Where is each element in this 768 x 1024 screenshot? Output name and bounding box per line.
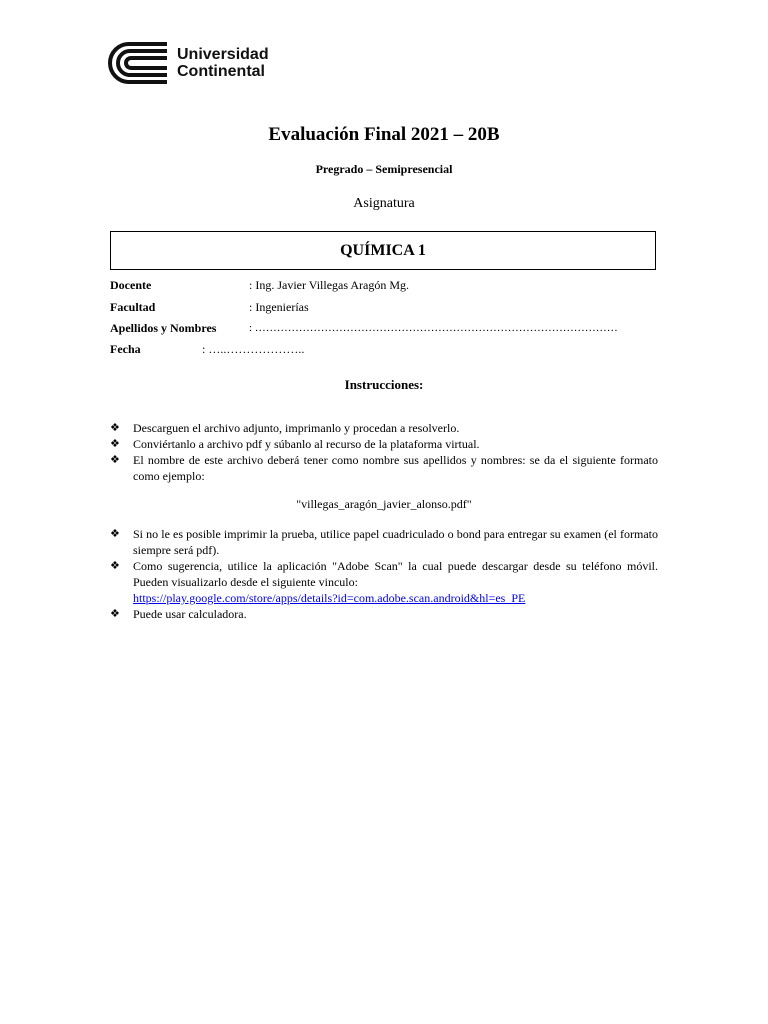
- course-box: QUÍMICA 1: [110, 231, 656, 270]
- list-item-text: Como sugerencia, utilice la aplicación "Adobe Scan" la cual puede descargar desde su teléfono móvil. Pueden visualizarlo desde el siguiente vinculo:: [133, 559, 658, 589]
- list-item: [110, 526, 658, 558]
- list-item-text: Si no le es posible imprimir la prueba, utilice papel cuadriculado o bond para entregar su examen (el formato siempre será pdf).: [133, 527, 658, 557]
- list-item-text: Descarguen el archivo adjunto, imprimanlo y procedan a resolverlo.: [133, 421, 460, 435]
- diamond-bullet-icon: ❖: [110, 560, 120, 572]
- fecha-row: [110, 341, 305, 357]
- list-item: [110, 452, 658, 484]
- instructions-title: Instrucciones:: [344, 377, 424, 392]
- list-item-text: Conviértanlo a archivo pdf y súbanlo al recurso de la plataforma virtual.: [133, 437, 480, 451]
- list-item: [110, 436, 658, 452]
- logo-line-2: Continental: [177, 63, 265, 80]
- list-item: [110, 558, 658, 606]
- logo-line-1: Universidad: [177, 46, 269, 63]
- logo-text: [177, 46, 269, 80]
- page-title: Evaluación Final 2021 – 20B: [268, 124, 500, 145]
- instructions-list-a: [110, 420, 658, 484]
- diamond-bullet-icon: ❖: [110, 422, 120, 434]
- instructions-list-b: [110, 526, 658, 622]
- docente-row: [110, 277, 410, 293]
- list-item: [110, 606, 658, 622]
- university-logo: [107, 40, 269, 86]
- apellidos-label: Apellidos y Nombres: [110, 321, 217, 335]
- diamond-bullet-icon: ❖: [110, 608, 120, 620]
- apellidos-row: [110, 320, 618, 336]
- list-item-text: El nombre de este archivo deberá tener como nombre sus apellidos y nombres: se da el siguiente formato como ejemplo:: [133, 453, 658, 483]
- asignatura-label: Asignatura: [353, 196, 415, 211]
- facultad-row: [110, 299, 309, 315]
- fecha-value: : …..………………..: [202, 342, 305, 356]
- facultad-label: Facultad: [110, 300, 156, 314]
- adobe-scan-link[interactable]: https://play.google.com/store/apps/details?id=com.adobe.scan.android&hl=es_PE: [133, 591, 526, 605]
- filename-example: "villegas_aragón_javier_alonso.pdf": [296, 497, 472, 511]
- fecha-label: Fecha: [110, 342, 141, 356]
- logo-mark-icon: [107, 40, 169, 86]
- facultad-value: : Ingenierías: [249, 300, 309, 314]
- docente-value: : Ing. Javier Villegas Aragón Mg.: [249, 278, 410, 292]
- list-item: [110, 420, 658, 436]
- diamond-bullet-icon: ❖: [110, 438, 120, 450]
- docente-label: Docente: [110, 278, 152, 292]
- diamond-bullet-icon: ❖: [110, 454, 120, 466]
- list-item-text: Puede usar calculadora.: [133, 607, 247, 621]
- apellidos-value: : ………………………………………………………………………………………: [249, 322, 618, 334]
- diamond-bullet-icon: ❖: [110, 528, 120, 540]
- page-subtitle: Pregrado – Semipresencial: [315, 162, 453, 176]
